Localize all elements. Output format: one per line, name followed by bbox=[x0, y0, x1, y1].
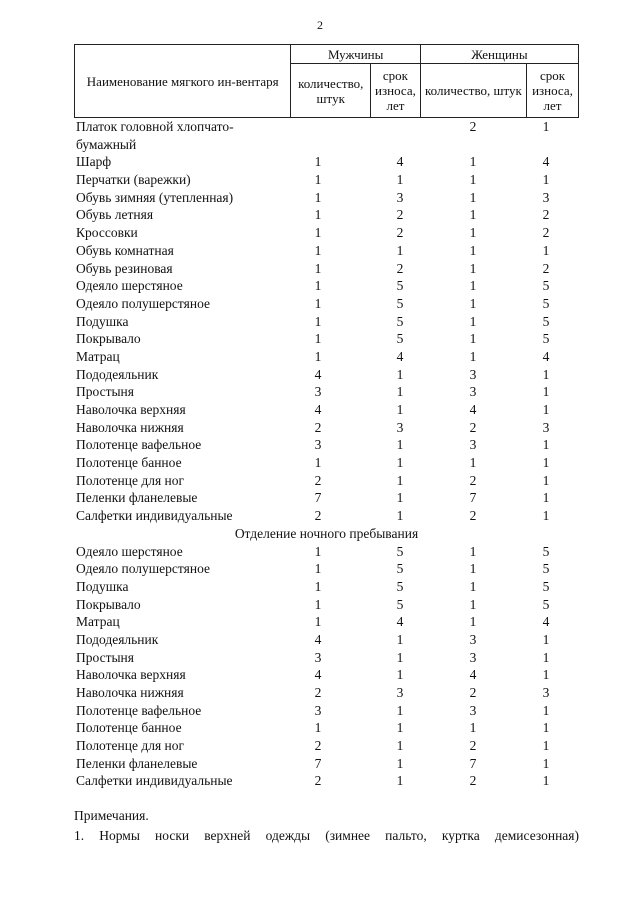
men-quantity: 1 bbox=[314, 578, 322, 594]
item-name: Салфетки индивидуальные bbox=[76, 508, 233, 524]
women-term: 1 bbox=[542, 242, 550, 258]
item-name: Обувь комнатная bbox=[76, 242, 174, 258]
women-quantity: 1 bbox=[469, 189, 477, 205]
men-term: 1 bbox=[396, 437, 404, 453]
women-quantity: 1 bbox=[469, 331, 477, 347]
men-quantity: 1 bbox=[314, 614, 322, 630]
table-body bbox=[74, 118, 579, 790]
table-row bbox=[74, 543, 579, 561]
men-quantity: 1 bbox=[314, 313, 322, 329]
men-quantity: 4 bbox=[314, 402, 322, 418]
women-term: 5 bbox=[542, 331, 550, 347]
men-term: 4 bbox=[396, 154, 404, 170]
men-quantity: 3 bbox=[314, 437, 322, 453]
men-term: 5 bbox=[396, 331, 404, 347]
header-men-term: срок износа, лет bbox=[371, 64, 421, 118]
women-term: 4 bbox=[542, 154, 550, 170]
women-term: 1 bbox=[542, 631, 550, 647]
men-term: 4 bbox=[396, 614, 404, 630]
table-row bbox=[74, 153, 579, 171]
men-quantity: 4 bbox=[314, 667, 322, 683]
item-name: Пеленки фланелевые bbox=[76, 755, 198, 771]
women-quantity: 3 bbox=[469, 702, 477, 718]
item-name: Пододеяльник bbox=[76, 631, 159, 647]
item-name: Полотенце вафельное bbox=[76, 702, 202, 718]
women-term: 1 bbox=[542, 738, 550, 754]
header-women: Женщины bbox=[420, 45, 578, 64]
women-term: 3 bbox=[542, 419, 550, 435]
item-name: Наволочка верхняя bbox=[76, 402, 186, 418]
table-row bbox=[74, 383, 579, 401]
men-term: 5 bbox=[396, 278, 404, 294]
item-name: Одеяло полушерстяное bbox=[76, 295, 210, 311]
item-name: Покрывало bbox=[76, 331, 141, 347]
table-row bbox=[74, 401, 579, 419]
header-men: Мужчины bbox=[291, 45, 420, 64]
women-term: 1 bbox=[542, 472, 550, 488]
table-row bbox=[74, 719, 579, 737]
women-quantity: 1 bbox=[469, 278, 477, 294]
women-term: 1 bbox=[542, 649, 550, 665]
table-row bbox=[74, 649, 579, 667]
women-quantity: 4 bbox=[469, 402, 477, 418]
item-name: Полотенце банное bbox=[76, 720, 182, 736]
men-quantity: 2 bbox=[314, 508, 322, 524]
women-term: 2 bbox=[542, 260, 550, 276]
table-row bbox=[74, 313, 579, 331]
item-name: Подушка bbox=[76, 578, 129, 594]
item-name: Пододеяльник bbox=[76, 366, 159, 382]
men-term: 1 bbox=[396, 384, 404, 400]
women-quantity: 1 bbox=[469, 154, 477, 170]
women-quantity: 4 bbox=[469, 667, 477, 683]
women-term: 5 bbox=[542, 313, 550, 329]
item-name: Полотенце вафельное bbox=[76, 437, 202, 453]
men-quantity: 1 bbox=[314, 561, 322, 577]
table-row bbox=[74, 242, 579, 260]
page-number: 2 bbox=[317, 18, 323, 32]
men-quantity: 1 bbox=[314, 455, 322, 471]
women-quantity: 1 bbox=[469, 172, 477, 188]
table-row bbox=[74, 224, 579, 242]
men-quantity: 1 bbox=[314, 348, 322, 364]
men-term: 1 bbox=[396, 172, 404, 188]
men-quantity: 1 bbox=[314, 189, 322, 205]
notes-line-1: 1. Нормы носки верхней одежды (зимнее пальто, куртка демисезонная) bbox=[74, 828, 579, 843]
women-quantity: 3 bbox=[469, 631, 477, 647]
men-quantity: 1 bbox=[314, 154, 322, 170]
women-term: 1 bbox=[542, 702, 550, 718]
table-row bbox=[74, 507, 579, 525]
men-quantity: 2 bbox=[314, 419, 322, 435]
item-name: Кроссовки bbox=[76, 225, 138, 241]
item-name: Полотенце для ног bbox=[76, 472, 185, 488]
table-row bbox=[74, 772, 579, 790]
item-name: Обувь летняя bbox=[76, 207, 154, 223]
table-row bbox=[74, 277, 579, 295]
header-women-qty: количество, штук bbox=[420, 64, 526, 118]
men-quantity: 3 bbox=[314, 384, 322, 400]
table-row bbox=[74, 666, 579, 684]
women-quantity: 1 bbox=[469, 295, 477, 311]
table-row bbox=[74, 206, 579, 224]
item-name: Одеяло полушерстяное bbox=[76, 561, 210, 577]
item-name: Шарф bbox=[76, 154, 112, 170]
men-quantity: 2 bbox=[314, 738, 322, 754]
item-name: Наволочка нижняя bbox=[76, 685, 184, 701]
men-quantity: 1 bbox=[314, 596, 322, 612]
women-quantity: 2 bbox=[469, 773, 477, 789]
men-quantity: 3 bbox=[314, 702, 322, 718]
men-term: 1 bbox=[396, 242, 404, 258]
item-name: Матрац bbox=[76, 614, 120, 630]
men-term: 1 bbox=[396, 631, 404, 647]
table-row bbox=[74, 118, 579, 153]
item-name: Одеяло шерстяное bbox=[76, 543, 183, 559]
women-term: 1 bbox=[542, 172, 550, 188]
item-name: Простыня bbox=[76, 649, 134, 665]
item-name: Платок головной хлопчато-бумажный bbox=[76, 119, 234, 152]
header-men-qty: количество, штук bbox=[291, 64, 371, 118]
table-row bbox=[74, 348, 579, 366]
item-name: Полотенце для ног bbox=[76, 738, 185, 754]
men-term: 1 bbox=[396, 366, 404, 382]
men-term: 1 bbox=[396, 472, 404, 488]
header-women-term: срок износа, лет bbox=[526, 64, 578, 118]
table-header bbox=[74, 44, 579, 118]
women-term: 5 bbox=[542, 295, 550, 311]
men-term: 1 bbox=[396, 702, 404, 718]
table-row bbox=[74, 419, 579, 437]
women-quantity: 1 bbox=[469, 720, 477, 736]
women-quantity: 3 bbox=[469, 384, 477, 400]
table-row bbox=[74, 613, 579, 631]
men-term: 2 bbox=[396, 225, 404, 241]
women-quantity: 2 bbox=[469, 738, 477, 754]
item-name: Покрывало bbox=[76, 596, 141, 612]
item-name: Одеяло шерстяное bbox=[76, 278, 183, 294]
men-quantity: 1 bbox=[314, 242, 322, 258]
women-quantity: 3 bbox=[469, 437, 477, 453]
table-row bbox=[74, 755, 579, 773]
women-term: 1 bbox=[542, 720, 550, 736]
women-term: 1 bbox=[542, 773, 550, 789]
women-term: 5 bbox=[542, 596, 550, 612]
table-row bbox=[74, 578, 579, 596]
item-name: Подушка bbox=[76, 313, 129, 329]
men-quantity: 4 bbox=[314, 366, 322, 382]
men-term: 1 bbox=[396, 667, 404, 683]
notes bbox=[74, 806, 579, 846]
notes-title: Примечания. bbox=[74, 808, 149, 823]
item-name: Перчатки (варежки) bbox=[76, 172, 191, 188]
men-term: 1 bbox=[396, 455, 404, 471]
table-row bbox=[74, 171, 579, 189]
men-quantity: 3 bbox=[314, 649, 322, 665]
women-term: 1 bbox=[542, 119, 550, 134]
women-term: 4 bbox=[542, 614, 550, 630]
men-quantity: 1 bbox=[314, 225, 322, 241]
women-term: 5 bbox=[542, 561, 550, 577]
men-term: 1 bbox=[396, 755, 404, 771]
men-term: 5 bbox=[396, 561, 404, 577]
men-quantity: 1 bbox=[314, 207, 322, 223]
men-term: 3 bbox=[396, 685, 404, 701]
item-name: Обувь резиновая bbox=[76, 260, 173, 276]
men-term: 3 bbox=[396, 419, 404, 435]
item-name: Наволочка нижняя bbox=[76, 419, 184, 435]
women-term: 3 bbox=[542, 189, 550, 205]
table-row bbox=[74, 631, 579, 649]
women-quantity: 1 bbox=[469, 348, 477, 364]
table-row bbox=[74, 560, 579, 578]
women-quantity: 1 bbox=[469, 242, 477, 258]
men-quantity: 2 bbox=[314, 773, 322, 789]
women-term: 1 bbox=[542, 402, 550, 418]
women-quantity: 2 bbox=[469, 419, 477, 435]
rows-night bbox=[74, 543, 579, 791]
women-term: 4 bbox=[542, 348, 550, 364]
women-quantity: 1 bbox=[469, 260, 477, 276]
table-row bbox=[74, 737, 579, 755]
men-term: 3 bbox=[396, 189, 404, 205]
men-term: 5 bbox=[396, 578, 404, 594]
men-quantity: 7 bbox=[314, 755, 322, 771]
women-term: 2 bbox=[542, 225, 550, 241]
women-quantity: 1 bbox=[469, 455, 477, 471]
item-name: Матрац bbox=[76, 348, 120, 364]
men-term: 1 bbox=[396, 738, 404, 754]
men-term: 1 bbox=[396, 490, 404, 506]
men-quantity: 2 bbox=[314, 685, 322, 701]
men-quantity: 1 bbox=[314, 278, 322, 294]
men-term: 1 bbox=[396, 508, 404, 524]
item-name: Обувь зимняя (утепленная) bbox=[76, 189, 234, 205]
table-row bbox=[74, 189, 579, 207]
women-term: 2 bbox=[542, 207, 550, 223]
header-item-name: Наименование мягкого ин-вентаря bbox=[75, 45, 291, 118]
table-row bbox=[74, 454, 579, 472]
table-row bbox=[74, 702, 579, 720]
women-term: 5 bbox=[542, 278, 550, 294]
women-quantity: 7 bbox=[469, 755, 477, 771]
men-term: 4 bbox=[396, 348, 404, 364]
item-name: Простыня bbox=[76, 384, 134, 400]
women-term: 1 bbox=[542, 667, 550, 683]
women-quantity: 1 bbox=[469, 225, 477, 241]
women-quantity: 1 bbox=[469, 596, 477, 612]
table-row bbox=[74, 684, 579, 702]
men-term: 5 bbox=[396, 295, 404, 311]
section-title: Отделение ночного пребывания bbox=[234, 525, 419, 541]
women-term: 5 bbox=[542, 578, 550, 594]
women-term: 1 bbox=[542, 508, 550, 524]
item-name: Салфетки индивидуальные bbox=[76, 773, 233, 789]
table-row bbox=[74, 436, 579, 454]
women-quantity: 1 bbox=[469, 207, 477, 223]
women-term: 1 bbox=[542, 490, 550, 506]
table-row bbox=[74, 596, 579, 614]
women-quantity: 2 bbox=[469, 119, 477, 134]
men-quantity: 1 bbox=[314, 172, 322, 188]
women-term: 1 bbox=[542, 755, 550, 771]
men-quantity: 1 bbox=[314, 295, 322, 311]
men-quantity: 7 bbox=[314, 490, 322, 506]
table-row bbox=[74, 260, 579, 278]
women-quantity: 1 bbox=[469, 543, 477, 559]
table-row bbox=[74, 366, 579, 384]
men-quantity: 1 bbox=[314, 720, 322, 736]
table-row bbox=[74, 295, 579, 313]
men-quantity: 1 bbox=[314, 543, 322, 559]
women-quantity: 3 bbox=[469, 649, 477, 665]
women-term: 1 bbox=[542, 455, 550, 471]
men-term: 5 bbox=[396, 596, 404, 612]
women-term: 1 bbox=[542, 366, 550, 382]
women-quantity: 7 bbox=[469, 490, 477, 506]
men-term: 1 bbox=[396, 773, 404, 789]
table-row bbox=[74, 489, 579, 507]
women-term: 3 bbox=[542, 685, 550, 701]
men-term: 5 bbox=[396, 313, 404, 329]
table-row bbox=[74, 330, 579, 348]
item-name: Пеленки фланелевые bbox=[76, 490, 198, 506]
men-term: 1 bbox=[396, 402, 404, 418]
women-term: 5 bbox=[542, 543, 550, 559]
women-term: 1 bbox=[542, 384, 550, 400]
men-term: 1 bbox=[396, 649, 404, 665]
men-term: 2 bbox=[396, 260, 404, 276]
women-term: 1 bbox=[542, 437, 550, 453]
women-quantity: 1 bbox=[469, 578, 477, 594]
item-name: Полотенце банное bbox=[76, 455, 182, 471]
men-quantity: 4 bbox=[314, 631, 322, 647]
table-row bbox=[74, 472, 579, 490]
women-quantity: 2 bbox=[469, 472, 477, 488]
men-term: 5 bbox=[396, 543, 404, 559]
men-quantity: 2 bbox=[314, 472, 322, 488]
men-quantity: 1 bbox=[314, 260, 322, 276]
rows-main bbox=[74, 118, 579, 525]
women-quantity: 1 bbox=[469, 614, 477, 630]
women-quantity: 3 bbox=[469, 366, 477, 382]
men-term: 1 bbox=[396, 720, 404, 736]
men-term: 2 bbox=[396, 207, 404, 223]
men-quantity: 1 bbox=[314, 331, 322, 347]
women-quantity: 2 bbox=[469, 685, 477, 701]
women-quantity: 1 bbox=[469, 313, 477, 329]
women-quantity: 1 bbox=[469, 561, 477, 577]
women-quantity: 2 bbox=[469, 508, 477, 524]
item-name: Наволочка верхняя bbox=[76, 667, 186, 683]
